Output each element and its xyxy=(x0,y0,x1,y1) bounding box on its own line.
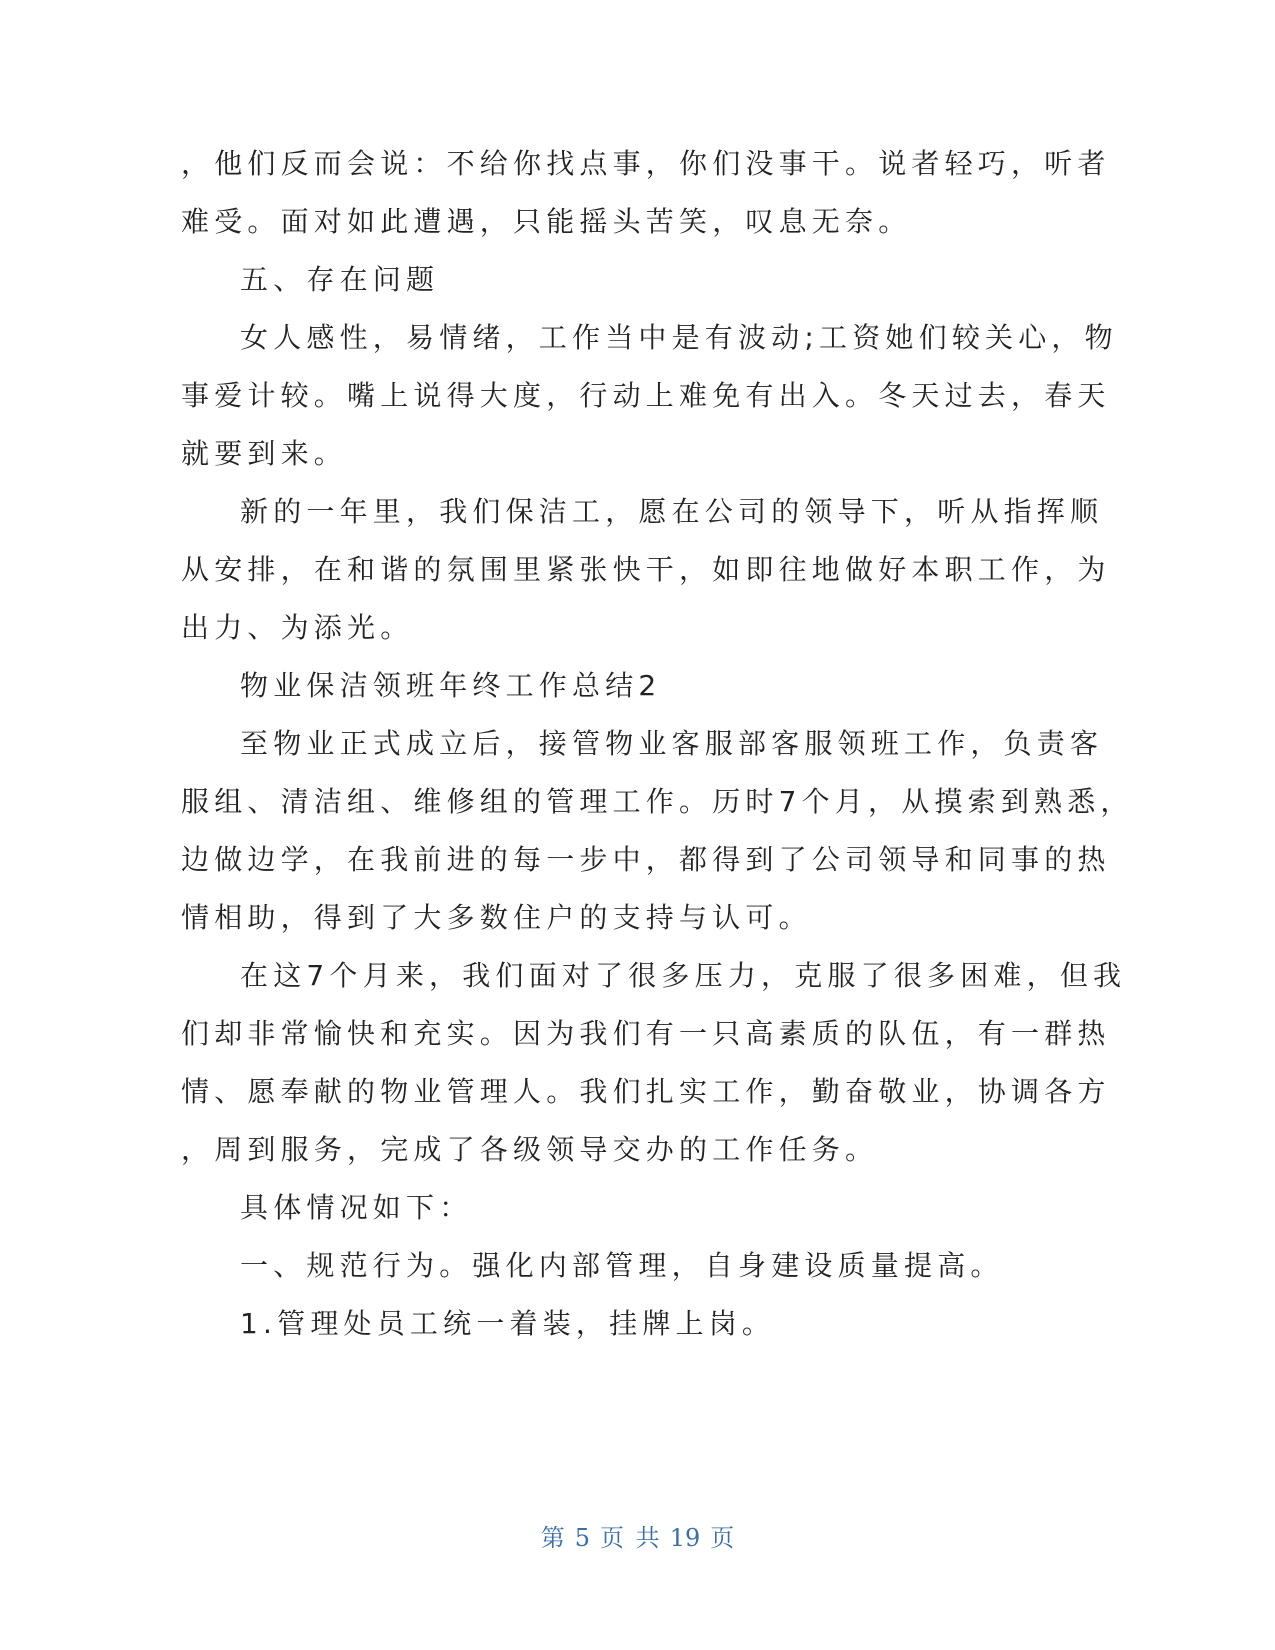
body-text-line: 情相助，得到了大多数住户的支持与认可。 xyxy=(181,901,812,934)
body-text-line: ，周到服务，完成了各级领导交办的工作任务。 xyxy=(181,1133,879,1166)
body-text-line: 1.管理处员工统一着装，挂牌上岗。 xyxy=(240,1307,776,1340)
body-text-line: 至物业正式成立后，接管物业客服部客服领班工作，负责客 xyxy=(240,727,1104,760)
body-text-line: 出力、为添光。 xyxy=(181,611,414,644)
body-text-line: 边做边学，在我前进的每一步中，都得到了公司领导和同事的热 xyxy=(181,843,1111,876)
body-text-line: 难受。面对如此遭遇，只能摇头苦笑，叹息无奈。 xyxy=(181,205,912,238)
body-text-line: 在这7个月来，我们面对了很多压力，克服了很多困难，但我 xyxy=(240,959,1127,992)
footer-prefix: 第 xyxy=(540,1524,565,1552)
body-text-line: 情、愿奉献的物业管理人。我们扎实工作，勤奋敬业，协调各方 xyxy=(181,1075,1111,1108)
current-page-number: 5 xyxy=(574,1524,591,1552)
footer-middle: 页 共 xyxy=(600,1524,660,1552)
body-text-line: 们却非常愉快和充实。因为我们有一只高素质的队伍，有一群热 xyxy=(181,1017,1111,1050)
total-pages-number: 19 xyxy=(669,1524,701,1552)
body-text-line: 就要到来。 xyxy=(181,437,348,470)
body-text-line: 一、规范行为。强化内部管理，自身建设质量提高。 xyxy=(240,1249,1004,1282)
body-text-line: 具体情况如下： xyxy=(240,1191,473,1224)
body-text-line: 从安排，在和谐的氛围里紧张快干，如即往地做好本职工作，为 xyxy=(181,553,1111,586)
body-text-line: 新的一年里，我们保洁工，愿在公司的领导下，听从指挥顺 xyxy=(240,495,1104,528)
body-text-line: 事爱计较。嘴上说得大度，行动上难免有出入。冬天过去，春天 xyxy=(181,379,1111,412)
page-footer xyxy=(0,1522,1275,1554)
body-text-line: ，他们反而会说：不给你找点事，你们没事干。说者轻巧，听者 xyxy=(181,147,1111,180)
footer-suffix: 页 xyxy=(710,1524,735,1552)
section-heading: 五、存在问题 xyxy=(240,263,440,296)
body-text-line: 女人感性，易情绪，工作当中是有波动;工资她们较关心，物 xyxy=(240,321,1118,354)
body-text-line: 服组、清洁组、维修组的管理工作。历时7个月，从摸索到熟悉， xyxy=(181,785,1134,818)
section-title: 物业保洁领班年终工作总结2 xyxy=(240,669,662,702)
